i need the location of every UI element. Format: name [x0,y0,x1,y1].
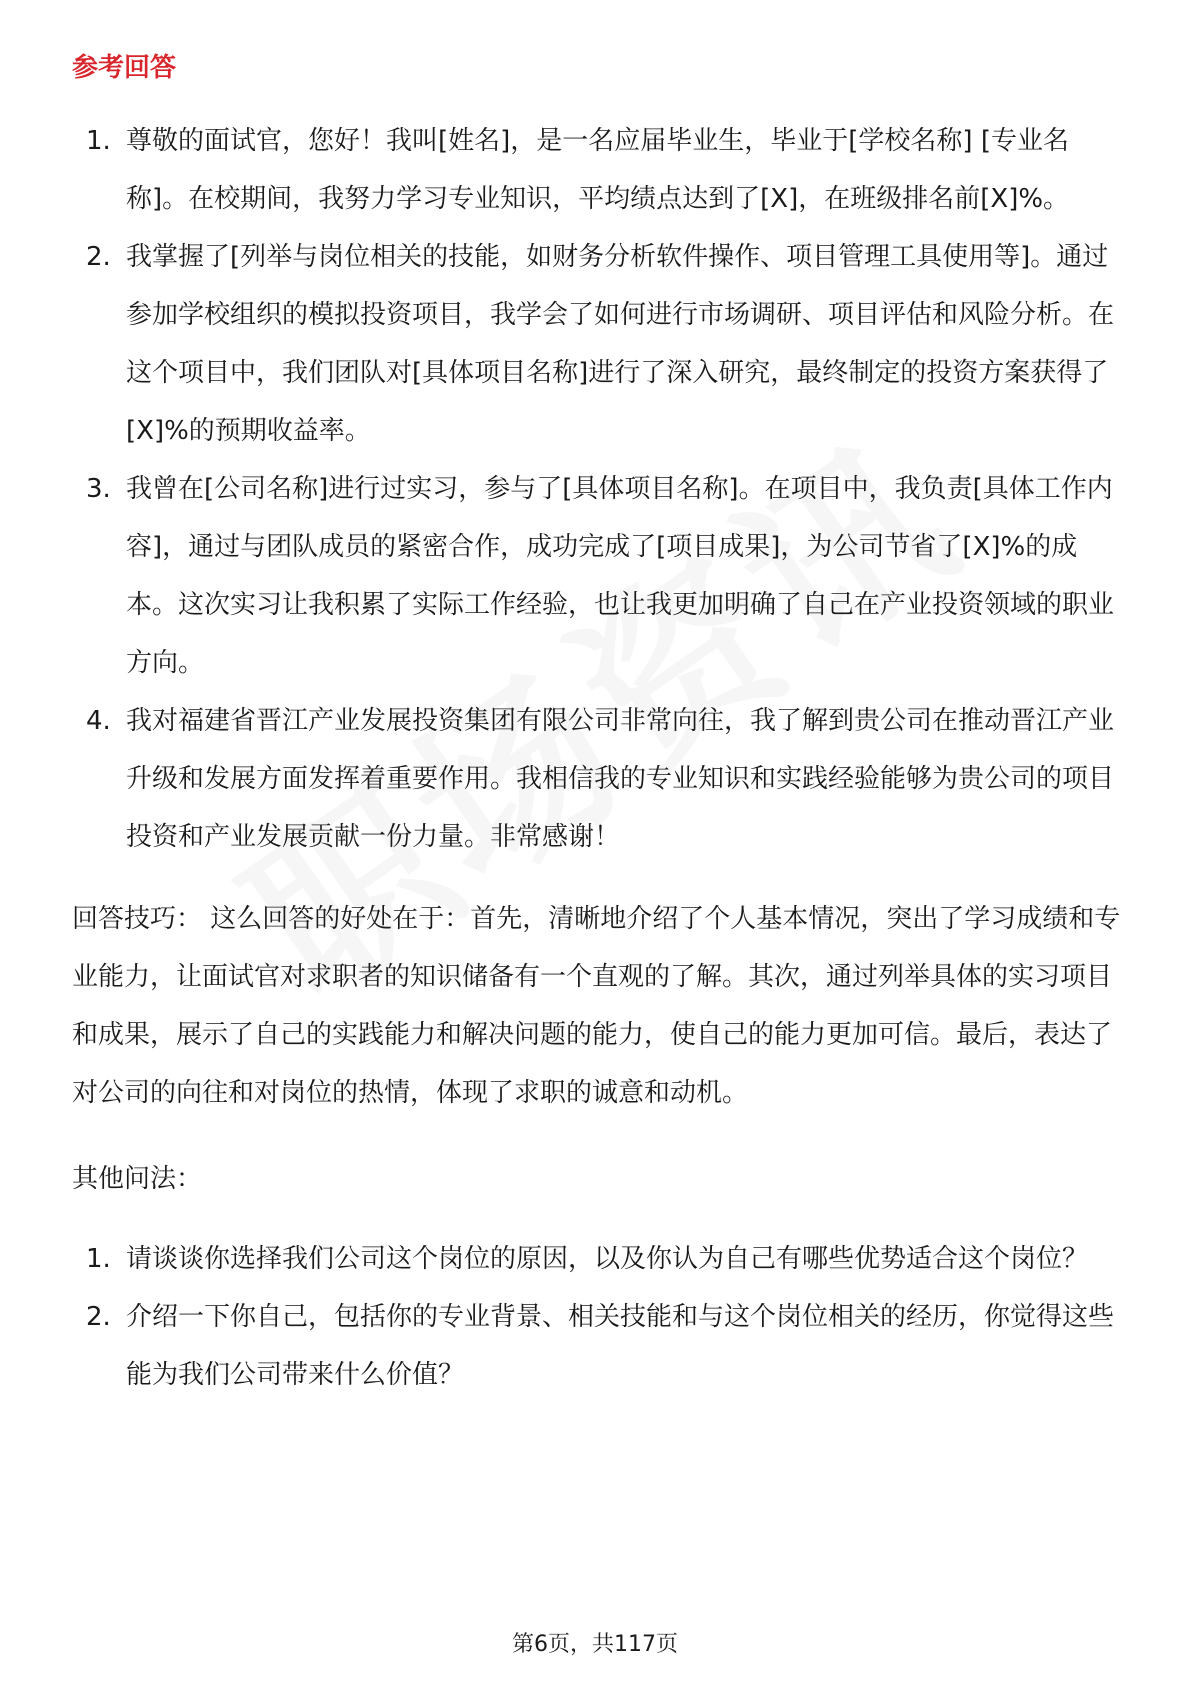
list-number: 4. [86,706,111,736]
answer-tips: 回答技巧： 这么回答的好处在于：首先，清晰地介绍了个人基本情况，突出了学习成绩和专业能力，让面试官对求职者的知识储备有一个直观的了解。其次，通过列举具体的实习项目和成果，展示了自己的实践能力和解决问题的能力，使自己的能力更加可信。最后，表达了对公司的向往和对岗位的热情，体现了求职的诚意和动机。 [72,904,1121,1108]
question-text: 介绍一下你自己，包括你的专业背景、相关技能和与这个岗位相关的经历，你觉得这些能为我们公司带来什么价值？ [126,1302,1115,1390]
answer-text: 我对福建省晋江产业发展投资集团有限公司非常向往，我了解到贵公司在推动晋江产业升级和发展方面发挥着重要作用。我相信我的专业知识和实践经验能够为贵公司的项目投资和产业发展贡献一份力量。非常感谢！ [126,706,1115,852]
other-question-2 [72,1288,1122,1404]
answer-item-1 [72,112,1122,228]
answer-item-2 [72,228,1122,460]
answer-text: 我曾在[公司名称]进行过实习，参与了[具体项目名称]。在项目中，我负责[具体工作内容]，通过与团队成员的紧密合作，成功完成了[项目成果]，为公司节省了[X]%的成本。这次实习让我积累了实际工作经验，也让我更加明确了自己在产业投资领域的职业方向。 [126,474,1115,678]
question-text: 请谈谈你选择我们公司这个岗位的原因，以及你认为自己有哪些优势适合这个岗位？ [126,1244,1089,1274]
other-questions-list [72,1230,1122,1404]
document-page [72,48,1122,1404]
answer-text: 我掌握了[列举与岗位相关的技能，如财务分析软件操作、项目管理工具使用等]。通过参加学校组织的模拟投资项目，我学会了如何进行市场调研、项目评估和风险分析。在这个项目中，我们团队对[具体项目名称]进行了深入研究，最终制定的投资方案获得了[X]%的预期收益率。 [126,242,1115,446]
list-number: 3. [86,474,111,504]
section-title: 参考回答 [72,53,177,83]
list-number: 1. [86,1244,111,1274]
list-number: 2. [86,1302,111,1332]
list-number: 2. [86,242,111,272]
other-question-1 [72,1230,1122,1288]
answer-item-4 [72,692,1122,866]
page-number-footer: 第6页，共117页 [512,1632,678,1657]
answer-text: 尊敬的面试官，您好！我叫[姓名]，是一名应届毕业生，毕业于[学校名称] [专业名称]。在校期间，我努力学习专业知识，平均绩点达到了[X]，在班级排名前[X]%。 [126,126,1070,214]
other-questions-heading: 其他问法： [72,1164,203,1194]
list-number: 1. [86,126,111,156]
answer-list [72,112,1122,866]
answer-item-3 [72,460,1122,692]
